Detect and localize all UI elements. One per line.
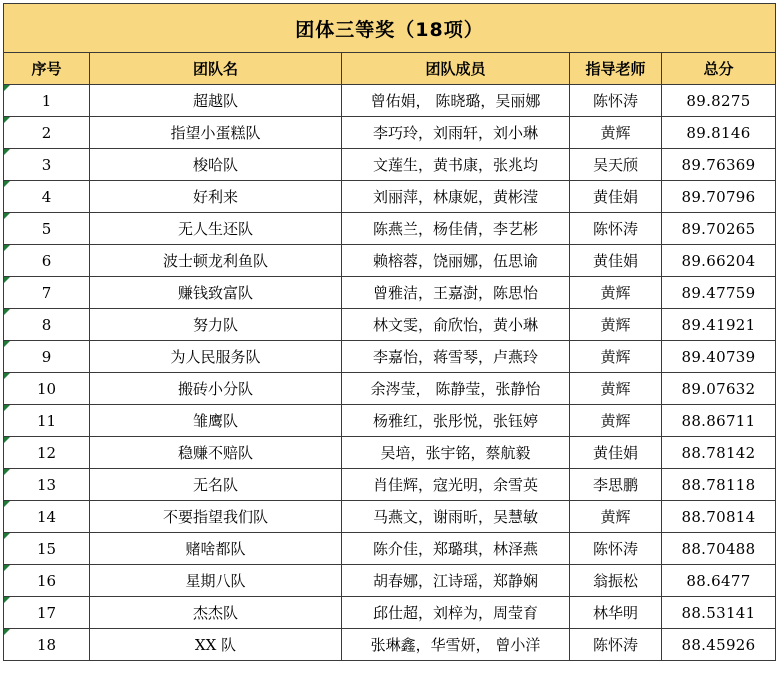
- cell-index-text: 4: [41, 187, 52, 206]
- cell-members-text: 胡春娜，江诗瑶，郑静娴: [372, 572, 538, 590]
- table-row: [4, 213, 776, 245]
- table-row: [4, 437, 776, 469]
- cell-members[interactable]: [342, 533, 570, 565]
- cell-index[interactable]: [4, 373, 90, 405]
- cell-members-text: 李嘉怡，蒋雪琴，卢燕玲: [372, 348, 538, 366]
- cell-team-text: 雏鹰队: [192, 412, 238, 430]
- table-row: [4, 405, 776, 437]
- cell-advisor-text: 黄辉: [600, 124, 631, 142]
- cell-advisor-text: 李思鹏: [592, 476, 638, 494]
- cell-index[interactable]: [4, 277, 90, 309]
- cell-index[interactable]: [4, 533, 90, 565]
- cell-team-text: 好利来: [192, 188, 238, 206]
- table-row: [4, 469, 776, 501]
- cell-team[interactable]: [90, 117, 342, 149]
- error-indicator-icon: [4, 117, 10, 123]
- cell-team[interactable]: [90, 501, 342, 533]
- table-row: [4, 373, 776, 405]
- header-row: [4, 53, 776, 85]
- cell-team-text: 赚钱致富队: [177, 284, 253, 302]
- cell-index[interactable]: [4, 405, 90, 437]
- cell-advisor[interactable]: [570, 405, 662, 437]
- cell-score-text: 89.40739: [681, 347, 756, 366]
- cell-team-text: XX 队: [194, 636, 237, 654]
- cell-advisor-text: 黄佳娟: [592, 188, 638, 206]
- error-indicator-icon: [4, 85, 10, 91]
- cell-index[interactable]: [4, 149, 90, 181]
- cell-index-text: 12: [36, 443, 57, 462]
- cell-team[interactable]: [90, 533, 342, 565]
- cell-score[interactable]: [662, 277, 776, 309]
- cell-members[interactable]: [342, 597, 570, 629]
- cell-team[interactable]: [90, 405, 342, 437]
- header-score: 总分: [662, 53, 776, 85]
- error-indicator-icon: [4, 469, 10, 475]
- cell-advisor-text: 黄辉: [600, 380, 631, 398]
- cell-members-text: 张琳鑫，华雪妍， 曾小洋: [370, 636, 541, 654]
- cell-advisor-text: 陈怀涛: [592, 540, 638, 558]
- cell-index-text: 17: [36, 603, 57, 622]
- cell-advisor[interactable]: [570, 533, 662, 565]
- cell-advisor[interactable]: [570, 85, 662, 117]
- cell-score-text: 89.66204: [681, 251, 756, 270]
- table-row: [4, 341, 776, 373]
- cell-score-text: 88.70488: [681, 539, 756, 558]
- cell-score[interactable]: [662, 629, 776, 661]
- cell-score-text: 89.70265: [681, 219, 756, 238]
- cell-index[interactable]: [4, 117, 90, 149]
- table-row: [4, 277, 776, 309]
- cell-team-text: 赌啥都队: [185, 540, 246, 558]
- cell-score-text: 88.70814: [681, 507, 756, 526]
- cell-score-text: 89.47759: [681, 283, 756, 302]
- cell-team-text: 波士顿龙利鱼队: [162, 252, 268, 270]
- cell-score[interactable]: [662, 309, 776, 341]
- table-row: [4, 309, 776, 341]
- table-row: [4, 533, 776, 565]
- error-indicator-icon: [4, 629, 10, 635]
- cell-team[interactable]: [90, 373, 342, 405]
- error-indicator-icon: [4, 533, 10, 539]
- header-members: 团队成员: [342, 53, 570, 85]
- cell-advisor-text: 黄佳娟: [592, 444, 638, 462]
- cell-team[interactable]: [90, 629, 342, 661]
- cell-team-text: 星期八队: [185, 572, 246, 590]
- table-row: [4, 117, 776, 149]
- cell-score[interactable]: [662, 181, 776, 213]
- cell-advisor[interactable]: [570, 181, 662, 213]
- cell-members-text: 赖榕蓉，饶丽娜，伍思谕: [372, 252, 538, 270]
- cell-score[interactable]: [662, 501, 776, 533]
- cell-advisor[interactable]: [570, 437, 662, 469]
- cell-team-text: 杰杰队: [192, 604, 238, 622]
- error-indicator-icon: [4, 245, 10, 251]
- error-indicator-icon: [4, 373, 10, 379]
- cell-index-text: 15: [36, 539, 57, 558]
- cell-score[interactable]: [662, 213, 776, 245]
- header-team: 团队名: [90, 53, 342, 85]
- cell-index[interactable]: [4, 85, 90, 117]
- cell-members[interactable]: [342, 245, 570, 277]
- cell-members-text: 杨雅红，张彤悦，张钰婷: [372, 412, 538, 430]
- cell-score-text: 88.45926: [681, 635, 756, 654]
- cell-members[interactable]: [342, 501, 570, 533]
- cell-advisor[interactable]: [570, 469, 662, 501]
- cell-members-text: 马燕文，谢雨昕，吴慧敏: [372, 508, 538, 526]
- table-row: [4, 149, 776, 181]
- cell-advisor[interactable]: [570, 117, 662, 149]
- cell-members[interactable]: [342, 437, 570, 469]
- cell-members-text: 肖佳辉，寇光明，余雪英: [372, 476, 538, 494]
- cell-index[interactable]: [4, 469, 90, 501]
- cell-team-text: 超越队: [192, 92, 238, 110]
- cell-advisor[interactable]: [570, 501, 662, 533]
- cell-index[interactable]: [4, 597, 90, 629]
- cell-score[interactable]: [662, 341, 776, 373]
- cell-members[interactable]: [342, 181, 570, 213]
- cell-advisor-text: 林华明: [592, 604, 638, 622]
- cell-advisor-text: 吴天颀: [592, 156, 638, 174]
- cell-advisor-text: 黄辉: [600, 284, 631, 302]
- cell-index[interactable]: [4, 245, 90, 277]
- cell-team[interactable]: [90, 469, 342, 501]
- table-row: [4, 501, 776, 533]
- cell-index-text: 16: [36, 571, 57, 590]
- cell-advisor-text: 黄佳娟: [592, 252, 638, 270]
- cell-score-text: 89.07632: [681, 379, 756, 398]
- cell-advisor[interactable]: [570, 245, 662, 277]
- cell-members[interactable]: [342, 373, 570, 405]
- cell-members-text: 刘丽萍，林康妮，黄彬滢: [372, 188, 538, 206]
- cell-index[interactable]: [4, 341, 90, 373]
- cell-team-text: 指望小蛋糕队: [170, 124, 261, 142]
- cell-index-text: 5: [41, 219, 52, 238]
- cell-index-text: 13: [36, 475, 57, 494]
- cell-advisor-text: 陈怀涛: [592, 92, 638, 110]
- cell-index-text: 10: [36, 379, 57, 398]
- cell-team-text: 努力队: [192, 316, 238, 334]
- award-table: [3, 3, 776, 661]
- cell-score-text: 89.8275: [686, 91, 751, 110]
- cell-index[interactable]: [4, 501, 90, 533]
- cell-score-text: 88.53141: [681, 603, 756, 622]
- cell-index-text: 18: [36, 635, 57, 654]
- header-index: 序号: [4, 53, 90, 85]
- cell-team[interactable]: [90, 181, 342, 213]
- error-indicator-icon: [4, 597, 10, 603]
- error-indicator-icon: [4, 437, 10, 443]
- cell-team-text: 不要指望我们队: [162, 508, 268, 526]
- table-row: [4, 597, 776, 629]
- cell-advisor-text: 翁振松: [592, 572, 638, 590]
- cell-advisor[interactable]: [570, 597, 662, 629]
- table-title: 团体三等奖（18项）: [4, 4, 776, 53]
- cell-score[interactable]: [662, 565, 776, 597]
- cell-advisor-text: 黄辉: [600, 316, 631, 334]
- cell-members[interactable]: [342, 149, 570, 181]
- cell-index[interactable]: [4, 309, 90, 341]
- cell-members[interactable]: [342, 629, 570, 661]
- cell-index-text: 7: [41, 283, 52, 302]
- error-indicator-icon: [4, 565, 10, 571]
- cell-members-text: 曾雅洁，王嘉澍，陈思怡: [372, 284, 538, 302]
- cell-score-text: 89.70796: [681, 187, 756, 206]
- cell-advisor[interactable]: [570, 565, 662, 597]
- cell-members[interactable]: [342, 469, 570, 501]
- cell-index[interactable]: [4, 213, 90, 245]
- cell-index[interactable]: [4, 181, 90, 213]
- cell-team[interactable]: [90, 277, 342, 309]
- cell-score[interactable]: [662, 437, 776, 469]
- cell-members[interactable]: [342, 309, 570, 341]
- error-indicator-icon: [4, 405, 10, 411]
- cell-advisor-text: 黄辉: [600, 508, 631, 526]
- cell-score-text: 88.86711: [681, 411, 756, 430]
- title-row: [4, 4, 776, 53]
- cell-advisor-text: 黄辉: [600, 412, 631, 430]
- cell-members-text: 文莲生，黄书康，张兆均: [372, 156, 538, 174]
- cell-members[interactable]: [342, 85, 570, 117]
- cell-index-text: 6: [41, 251, 52, 270]
- cell-advisor-text: 陈怀涛: [592, 220, 638, 238]
- cell-team-text: 为人民服务队: [170, 348, 261, 366]
- cell-advisor[interactable]: [570, 629, 662, 661]
- cell-members[interactable]: [342, 405, 570, 437]
- cell-members-text: 邱仕超，刘梓为，周莹育: [372, 604, 538, 622]
- cell-index[interactable]: [4, 437, 90, 469]
- table-row: [4, 245, 776, 277]
- cell-team-text: 稳赚不赔队: [177, 444, 253, 462]
- error-indicator-icon: [4, 341, 10, 347]
- cell-members-text: 林文雯，俞欣怡，黄小琳: [372, 316, 538, 334]
- cell-score[interactable]: [662, 245, 776, 277]
- cell-index-text: 9: [41, 347, 52, 366]
- cell-score-text: 88.78142: [681, 443, 756, 462]
- error-indicator-icon: [4, 277, 10, 283]
- cell-members-text: 陈介佳，郑璐琪，林泽燕: [372, 540, 538, 558]
- table-row: [4, 629, 776, 661]
- cell-score[interactable]: [662, 405, 776, 437]
- cell-index-text: 2: [41, 123, 52, 142]
- cell-index-text: 3: [41, 155, 52, 174]
- error-indicator-icon: [4, 309, 10, 315]
- cell-team[interactable]: [90, 213, 342, 245]
- cell-team[interactable]: [90, 565, 342, 597]
- cell-team-text: 无人生还队: [177, 220, 253, 238]
- cell-score-text: 89.41921: [681, 315, 756, 334]
- cell-index[interactable]: [4, 565, 90, 597]
- header-advisor: 指导老师: [570, 53, 662, 85]
- cell-score-text: 88.6477: [686, 571, 751, 590]
- cell-score-text: 88.78118: [681, 475, 756, 494]
- cell-members-text: 陈燕兰，杨佳倩，李艺彬: [372, 220, 538, 238]
- cell-team[interactable]: [90, 341, 342, 373]
- cell-score[interactable]: [662, 597, 776, 629]
- cell-team[interactable]: [90, 309, 342, 341]
- cell-score[interactable]: [662, 469, 776, 501]
- cell-members[interactable]: [342, 565, 570, 597]
- cell-score[interactable]: [662, 533, 776, 565]
- cell-team[interactable]: [90, 437, 342, 469]
- cell-advisor[interactable]: [570, 213, 662, 245]
- cell-score[interactable]: [662, 117, 776, 149]
- error-indicator-icon: [4, 181, 10, 187]
- cell-team-text: 无名队: [192, 476, 238, 494]
- cell-index-text: 14: [36, 507, 57, 526]
- table-row: [4, 85, 776, 117]
- cell-team-text: 搬砖小分队: [177, 380, 253, 398]
- cell-index-text: 8: [41, 315, 52, 334]
- error-indicator-icon: [4, 213, 10, 219]
- cell-advisor[interactable]: [570, 373, 662, 405]
- cell-score[interactable]: [662, 373, 776, 405]
- cell-team[interactable]: [90, 85, 342, 117]
- cell-members[interactable]: [342, 277, 570, 309]
- cell-score[interactable]: [662, 149, 776, 181]
- table-row: [4, 565, 776, 597]
- cell-advisor[interactable]: [570, 277, 662, 309]
- cell-members-text: 吴培，张宇铭，蔡航毅: [380, 444, 531, 462]
- cell-team-text: 梭哈队: [192, 156, 238, 174]
- cell-members[interactable]: [342, 341, 570, 373]
- cell-advisor[interactable]: [570, 309, 662, 341]
- cell-members[interactable]: [342, 117, 570, 149]
- cell-advisor[interactable]: [570, 149, 662, 181]
- cell-index[interactable]: [4, 629, 90, 661]
- cell-team[interactable]: [90, 597, 342, 629]
- cell-advisor-text: 黄辉: [600, 348, 631, 366]
- cell-score-text: 89.76369: [681, 155, 756, 174]
- cell-score-text: 89.8146: [686, 123, 751, 142]
- table-row: [4, 181, 776, 213]
- cell-index-text: 1: [41, 91, 52, 110]
- error-indicator-icon: [4, 149, 10, 155]
- cell-score[interactable]: [662, 85, 776, 117]
- cell-team[interactable]: [90, 245, 342, 277]
- cell-members-text: 余涔莹， 陈静莹，张静怡: [370, 380, 541, 398]
- cell-members-text: 曾佑娟， 陈晓璐，吴丽娜: [370, 92, 541, 110]
- cell-advisor[interactable]: [570, 341, 662, 373]
- cell-members[interactable]: [342, 213, 570, 245]
- cell-index-text: 11: [36, 411, 57, 430]
- cell-advisor-text: 陈怀涛: [592, 636, 638, 654]
- cell-members-text: 李巧玲，刘雨轩，刘小琳: [372, 124, 538, 142]
- cell-team[interactable]: [90, 149, 342, 181]
- error-indicator-icon: [4, 501, 10, 507]
